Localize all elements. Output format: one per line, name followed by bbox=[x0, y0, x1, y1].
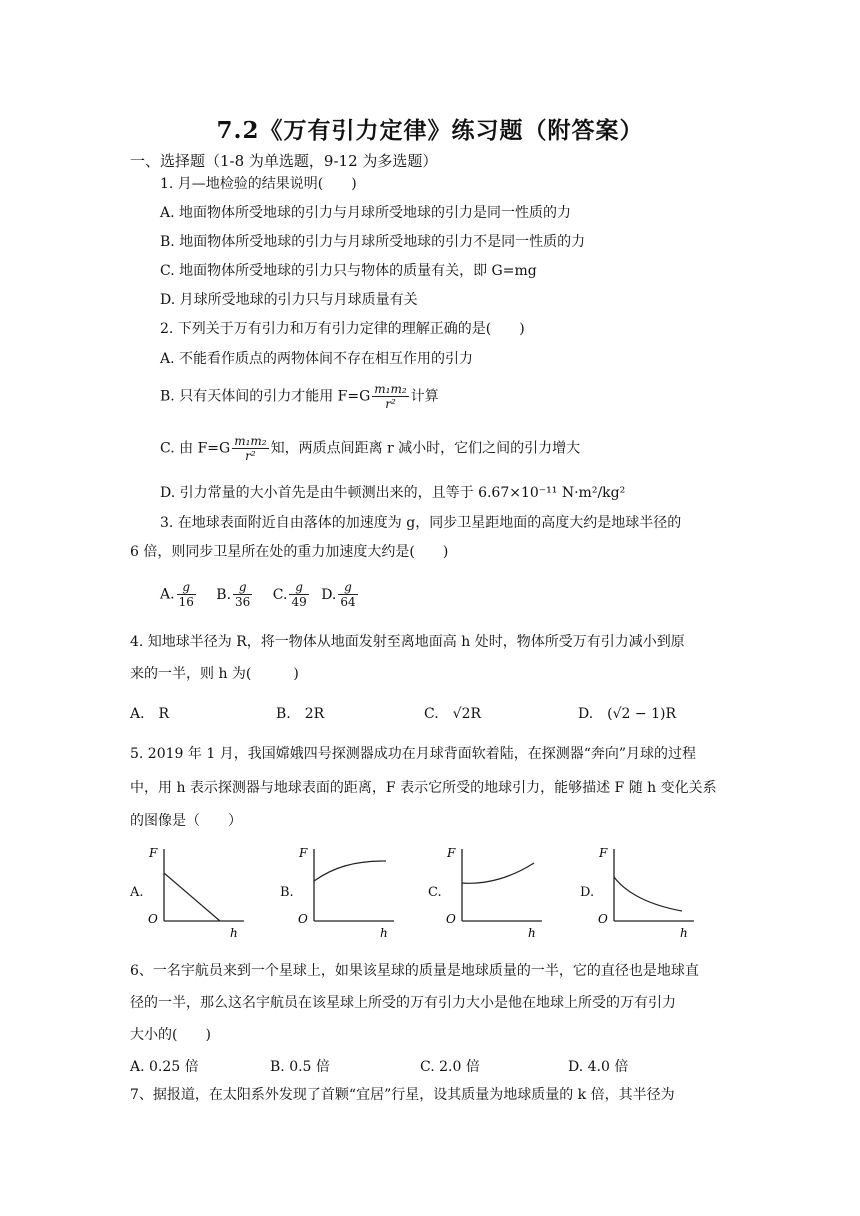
fraction-denominator: r² bbox=[385, 397, 396, 411]
q3-option-a-label: A. bbox=[160, 586, 175, 603]
q6-stem-line3: 大小的( ) bbox=[130, 1027, 211, 1043]
graph-b-x-label: h bbox=[380, 926, 388, 940]
graph-b-y-label: F bbox=[299, 846, 308, 860]
graph-c-label: C. bbox=[428, 885, 442, 900]
fraction-numerator: m₁m₂ bbox=[234, 434, 267, 448]
q2-option-c-fraction bbox=[232, 434, 268, 463]
graph-b-origin: O bbox=[298, 912, 308, 926]
q1-option-b: B. 地面物体所受地球的引力与月球所受地球的引力不是同一性质的力 bbox=[160, 234, 586, 250]
q6-stem-line1: 6、一名宇航员来到一个星球上，如果该星球的质量是地球质量的一半，它的直径也是地球直 bbox=[130, 963, 699, 979]
graph-d bbox=[594, 843, 724, 943]
graph-b-label: B. bbox=[280, 885, 294, 900]
graph-d-origin: O bbox=[598, 912, 608, 926]
fraction-denominator: 49 bbox=[291, 595, 307, 609]
section-heading: 一、选择题（1-8 为单选题，9-12 为多选题） bbox=[130, 152, 438, 170]
q2-stem: 2. 下列关于万有引力和万有引力定律的理解正确的是( ) bbox=[160, 321, 525, 337]
q1-option-d: D. 月球所受地球的引力只与月球质量有关 bbox=[160, 292, 418, 308]
fraction-denominator: 64 bbox=[340, 595, 356, 609]
q2-option-c-post: 知，两质点间距离 r 减小时，它们之间的引力增大 bbox=[270, 440, 581, 457]
graph-c-origin: O bbox=[446, 912, 456, 926]
q4-stem-line1: 4. 知地球半径为 R，将一物体从地面发射至离地面高 h 处时，物体所受万有引力减小到原 bbox=[130, 634, 685, 650]
fraction-denominator: 16 bbox=[178, 595, 194, 609]
q1-option-a: A. 地面物体所受地球的引力与月球所受地球的引力是同一性质的力 bbox=[160, 205, 572, 221]
fraction-denominator: 36 bbox=[235, 595, 251, 609]
graph-a-curve bbox=[164, 873, 220, 921]
fraction-numerator: g bbox=[233, 580, 252, 595]
q6-option-b: B. 0.5 倍 bbox=[270, 1059, 330, 1075]
q4-option-d: D. (√2 − 1)R bbox=[578, 706, 677, 722]
graph-c-x-label: h bbox=[528, 926, 536, 940]
q3-option-a-fraction bbox=[177, 580, 196, 609]
graph-d-curve bbox=[614, 877, 682, 911]
q3-option-d-label: D. bbox=[321, 586, 337, 603]
fraction-denominator: r² bbox=[245, 449, 256, 463]
q4-option-b: B. 2R bbox=[276, 706, 325, 722]
graph-c-y-label: F bbox=[447, 846, 456, 860]
q2-option-b-pre: B. 只有天体间的引力才能用 F=G bbox=[160, 388, 371, 405]
graph-c bbox=[442, 843, 572, 943]
q6-option-d: D. 4.0 倍 bbox=[568, 1059, 629, 1075]
q2-option-b-fraction bbox=[372, 382, 408, 411]
q4-option-c: C. √2R bbox=[424, 706, 482, 722]
q2-option-b bbox=[160, 382, 439, 411]
q2-option-c bbox=[160, 434, 580, 463]
graph-d-y-label: F bbox=[599, 846, 608, 860]
q2-option-a: A. 不能看作质点的两物体间不存在相互作用的引力 bbox=[160, 351, 474, 367]
q2-option-c-pre: C. 由 F=G bbox=[160, 440, 231, 457]
graph-a-origin: O bbox=[148, 912, 158, 926]
q6-option-a: A. 0.25 倍 bbox=[130, 1059, 199, 1075]
q5-stem-line1: 5. 2019 年 1 月，我国嫦娥四号探测器成功在月球背面软着陆，在探测器“奔向”月球的过程 bbox=[130, 746, 697, 762]
q3-option-c-fraction bbox=[289, 580, 308, 609]
q3-option-b-label: B. bbox=[216, 586, 232, 603]
q3-stem-line2: 6 倍，则同步卫星所在处的重力加速度大约是( ) bbox=[130, 544, 449, 560]
q2-option-b-post: 计算 bbox=[410, 388, 439, 405]
graph-a-label: A. bbox=[130, 885, 144, 900]
graph-b bbox=[294, 843, 424, 943]
q5-stem-line3: 的图像是（ ） bbox=[130, 813, 242, 829]
q4-stem-line2: 来的一半，则 h 为( ) bbox=[130, 666, 299, 682]
q6-stem-line2: 径的一半，那么这名宇航员在该星球上所受的万有引力大小是他在地球上所受的万有引力 bbox=[130, 995, 676, 1011]
q3-stem-line1: 3. 在地球表面附近自由落体的加速度为 g，同步卫星距地面的高度大约是地球半径的 bbox=[160, 515, 682, 531]
q1-option-c: C. 地面物体所受地球的引力只与物体的质量有关，即 G=mg bbox=[160, 263, 537, 279]
q1-stem: 1. 月—地检验的结果说明( ) bbox=[160, 176, 357, 192]
fraction-numerator: g bbox=[289, 580, 308, 595]
graph-a-y-label: F bbox=[149, 846, 158, 860]
graph-c-svg bbox=[442, 843, 572, 943]
graph-b-svg bbox=[294, 843, 424, 943]
graph-b-curve bbox=[314, 861, 386, 881]
fraction-numerator: g bbox=[338, 580, 357, 595]
graph-a-svg bbox=[144, 843, 274, 943]
q3-options bbox=[160, 580, 360, 609]
q5-stem-line2: 中，用 h 表示探测器与地球表面的距离，F 表示它所受的地球引力，能够描述 F 随 h 变化关系 bbox=[130, 780, 717, 796]
q6-option-c: C. 2.0 倍 bbox=[420, 1059, 480, 1075]
fraction-numerator: m₁m₂ bbox=[374, 382, 407, 396]
page-title: 7.2《万有引力定律》练习题（附答案） bbox=[216, 117, 644, 144]
graph-d-svg bbox=[594, 843, 724, 943]
q7-stem-line1: 7、据报道，在太阳系外发现了首颗“宜居”行星，设其质量为地球质量的 k 倍，其半径为 bbox=[130, 1087, 675, 1103]
graph-d-x-label: h bbox=[680, 926, 688, 940]
graph-c-curve bbox=[462, 863, 534, 883]
q3-option-d-fraction bbox=[338, 580, 357, 609]
fraction-numerator: g bbox=[177, 580, 196, 595]
q4-option-a: A. R bbox=[130, 706, 170, 722]
q3-option-b-fraction bbox=[233, 580, 252, 609]
graph-a bbox=[144, 843, 274, 943]
graph-d-label: D. bbox=[580, 885, 595, 900]
graph-a-x-label: h bbox=[230, 926, 238, 940]
q2-option-d: D. 引力常量的大小首先是由牛顿测出来的，且等于 6.67×10⁻¹¹ N·m²/kg² bbox=[160, 485, 626, 501]
q3-option-c-label: C. bbox=[272, 586, 288, 603]
